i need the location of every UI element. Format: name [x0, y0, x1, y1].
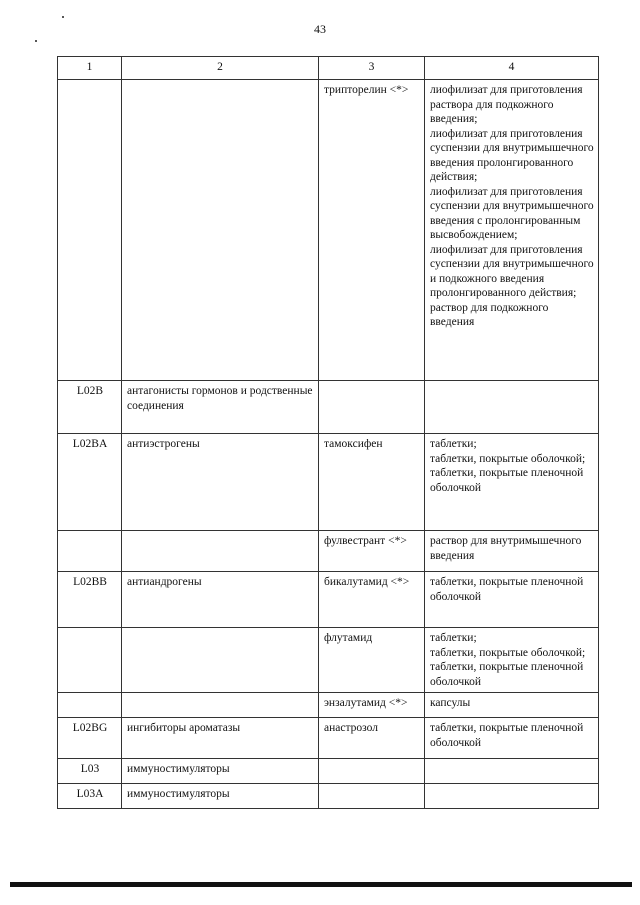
atc-code-cell: L02BG: [58, 718, 122, 759]
dosage-forms-cell: [425, 784, 599, 809]
atc-code-cell: [58, 693, 122, 718]
group-cell: антагонисты гормонов и родственные соединения: [122, 381, 319, 434]
table-row: [58, 434, 599, 531]
table-row: [58, 531, 599, 572]
drug-cell: фулвестрант <*>: [319, 531, 425, 572]
atc-code-cell: [58, 80, 122, 381]
group-cell: антиандрогены: [122, 572, 319, 628]
table-row: [58, 718, 599, 759]
drug-cell: тамоксифен: [319, 434, 425, 531]
drug-cell: бикалутамид <*>: [319, 572, 425, 628]
group-cell: [122, 531, 319, 572]
dosage-forms-cell: таблетки, покрытые пленочной оболочкой: [425, 572, 599, 628]
group-cell: [122, 80, 319, 381]
drug-cell: флутамид: [319, 628, 425, 693]
table-row: [58, 381, 599, 434]
atc-code-cell: L03A: [58, 784, 122, 809]
dosage-forms-cell: лиофилизат для приготовления раствора для подкожного введения; лиофилизат для приготовления суспензии для внутримышечного введения пролонгированного действия; лиофилизат для приготовления суспензии для внутримышечного введения с пролонгированным высвобождением; лиофилизат для приготовления суспензии для внутримышечного и подкожного введения пролонгированного действия; раствор для подкожного введения: [425, 80, 599, 381]
drug-cell: [319, 381, 425, 434]
header-row: [58, 57, 599, 80]
dosage-forms-cell: капсулы: [425, 693, 599, 718]
atc-code-cell: L02B: [58, 381, 122, 434]
group-cell: [122, 628, 319, 693]
drug-cell: [319, 784, 425, 809]
dosage-forms-cell: раствор для внутримышечного введения: [425, 531, 599, 572]
column-header: 2: [122, 57, 319, 80]
table-row: [58, 572, 599, 628]
group-cell: [122, 693, 319, 718]
table-row: [58, 784, 599, 809]
drug-cell: трипторелин <*>: [319, 80, 425, 381]
table-row: [58, 693, 599, 718]
column-header: 1: [58, 57, 122, 80]
column-header: 4: [425, 57, 599, 80]
atc-code-cell: [58, 628, 122, 693]
atc-code-cell: L03: [58, 759, 122, 784]
scan-speck: [62, 16, 64, 18]
group-cell: иммуностимуляторы: [122, 784, 319, 809]
table-row: [58, 628, 599, 693]
dosage-forms-cell: таблетки; таблетки, покрытые оболочкой; таблетки, покрытые пленочной оболочкой: [425, 434, 599, 531]
bottom-rule: [10, 882, 632, 887]
group-cell: иммуностимуляторы: [122, 759, 319, 784]
drug-cell: энзалутамид <*>: [319, 693, 425, 718]
group-cell: антиэстрогены: [122, 434, 319, 531]
column-header: 3: [319, 57, 425, 80]
drug-cell: [319, 759, 425, 784]
dosage-forms-cell: таблетки; таблетки, покрытые оболочкой; таблетки, покрытые пленочной оболочкой: [425, 628, 599, 693]
atc-code-cell: L02BB: [58, 572, 122, 628]
atc-code-cell: L02BA: [58, 434, 122, 531]
dosage-forms-cell: таблетки, покрытые пленочной оболочкой: [425, 718, 599, 759]
table-row: [58, 80, 599, 381]
drug-cell: анастрозол: [319, 718, 425, 759]
drug-table: [57, 56, 599, 809]
table-row: [58, 759, 599, 784]
dosage-forms-cell: [425, 759, 599, 784]
group-cell: ингибиторы ароматазы: [122, 718, 319, 759]
dosage-forms-cell: [425, 381, 599, 434]
scan-speck: [35, 40, 37, 42]
atc-code-cell: [58, 531, 122, 572]
page-number: 43: [314, 22, 326, 36]
